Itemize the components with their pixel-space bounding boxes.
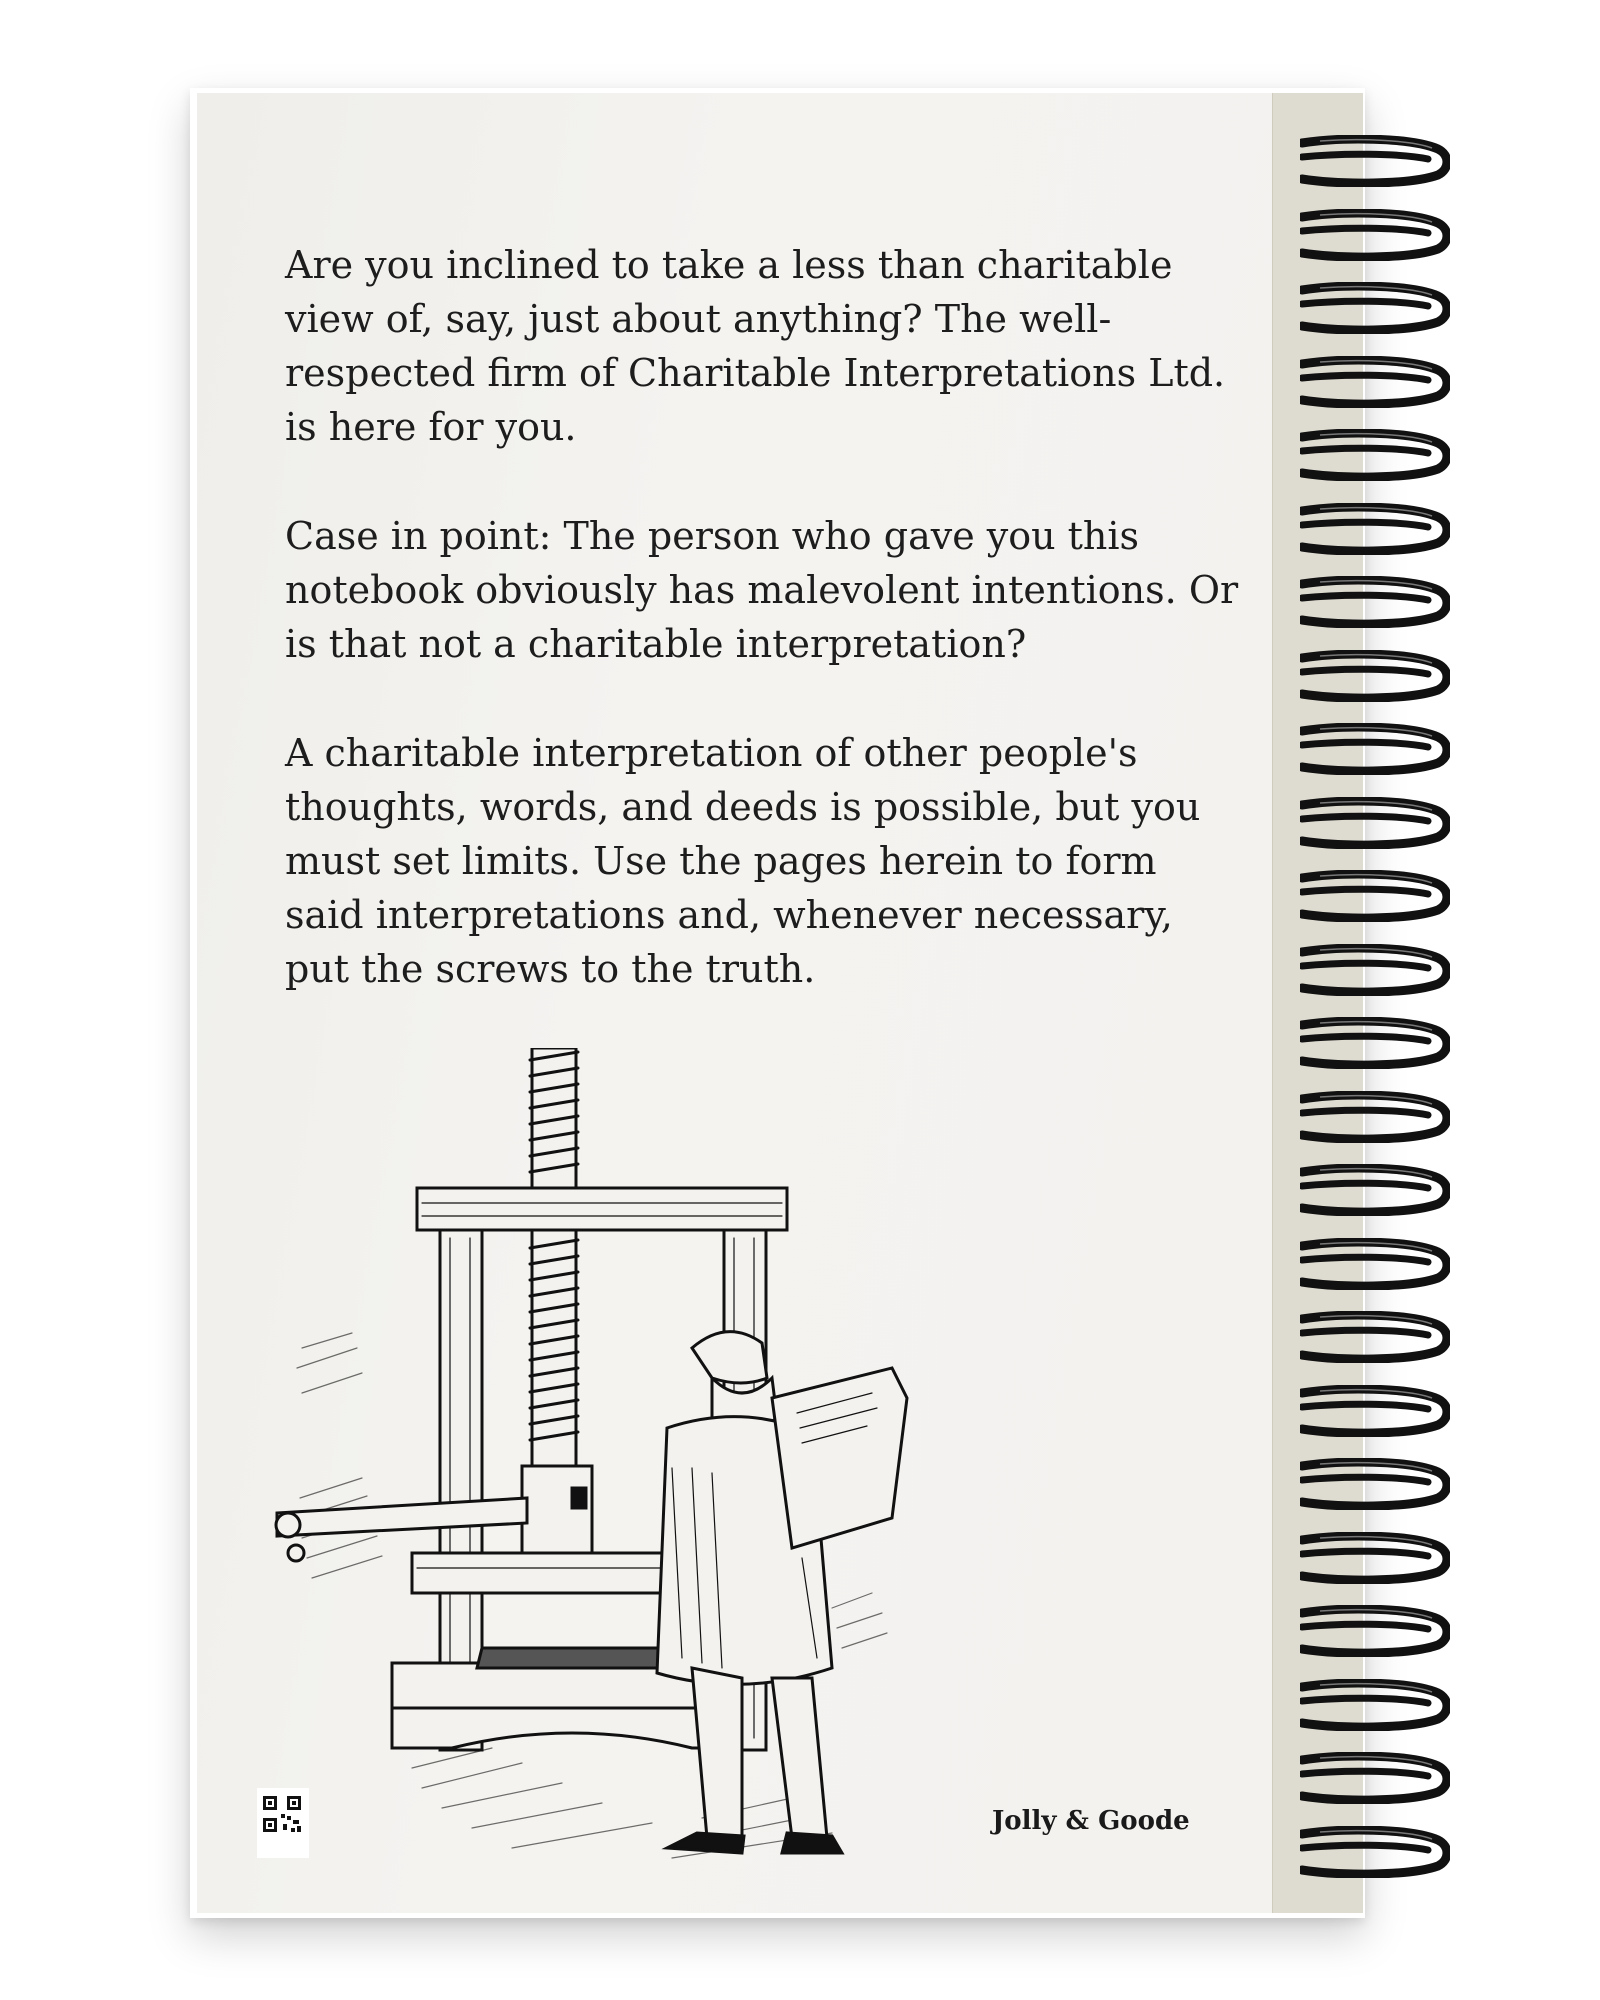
spiral-coil-icon — [1300, 870, 1450, 922]
spiral-coil-icon — [1300, 1752, 1450, 1804]
spiral-coil-icon — [1300, 1385, 1450, 1437]
paragraph-limits: A charitable interpretation of other people's thoughts, words, and deeds is possible, but you must set limits. Use the pages herein to form said interpretations and, whenever necessary, put the screws to the truth. — [285, 731, 1201, 991]
paragraph-intro: Are you inclined to take a less than charitable view of, say, just about anything? The well-respected firm of Charitable Interpretations Ltd. is here for you. — [285, 243, 1226, 449]
spiral-coil-icon — [1300, 1017, 1450, 1069]
spiral-coil-icon — [1300, 1238, 1450, 1290]
spiral-coil-icon — [1300, 797, 1450, 849]
spiral-coil-icon — [1300, 1679, 1450, 1731]
spiral-coil-icon — [1300, 1605, 1450, 1657]
cover-page — [197, 93, 1272, 1913]
spiral-coil-icon — [1300, 650, 1450, 702]
spiral-coil-icon — [1300, 1826, 1450, 1878]
spiral-binding-icon — [1300, 135, 1460, 1895]
printing-press-engraving-icon — [272, 1048, 972, 1898]
cover-text — [285, 238, 1245, 1051]
spiral-coil-icon — [1300, 209, 1450, 261]
qr-code-icon — [257, 1788, 309, 1858]
spiral-coil-icon — [1300, 1164, 1450, 1216]
spiral-coil-icon — [1300, 576, 1450, 628]
spiral-coil-icon — [1300, 1458, 1450, 1510]
spiral-coil-icon — [1300, 944, 1450, 996]
spiral-coil-icon — [1300, 135, 1450, 187]
notebook-back-cover — [197, 93, 1362, 1913]
spiral-coil-icon — [1300, 503, 1450, 555]
spiral-coil-icon — [1300, 282, 1450, 334]
spiral-coil-icon — [1300, 1532, 1450, 1584]
spiral-coil-icon — [1300, 356, 1450, 408]
spiral-coil-icon — [1300, 1311, 1450, 1363]
spiral-coil-icon — [1300, 723, 1450, 775]
paragraph-case-in-point: Case in point: The person who gave you this notebook obviously has malevolent intentions. Or is that not a charitable interpretation? — [285, 514, 1239, 666]
spiral-coil-icon — [1300, 429, 1450, 481]
spiral-coil-icon — [1300, 1091, 1450, 1143]
brand-name: Jolly & Goode — [992, 1806, 1190, 1836]
